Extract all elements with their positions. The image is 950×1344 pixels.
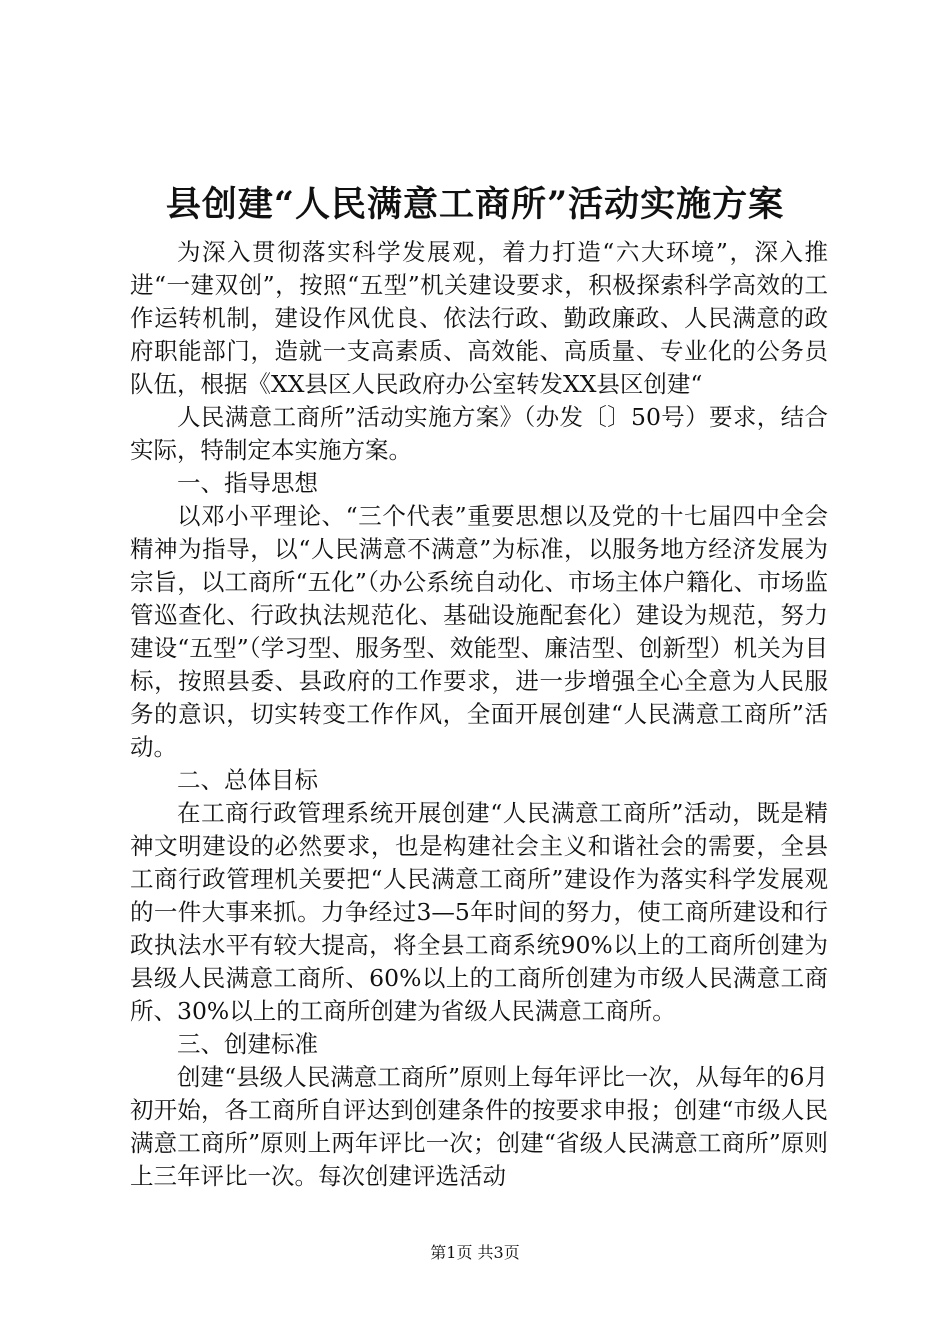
paragraph-intro: 为深入贯彻落实科学发展观，着力打造“六大环境”，深入推进“一建双创”，按照“五型”机关建设要求，积极探索科学高效的工作运转机制，建设作风优良、依法行政、勤政廉政、人民满意的政府职能部门，造就一支高素质、高效能、高质量、专业化的公务员队伍，根据《XX县区人民政府办公室转发XX县区创建“ bbox=[130, 238, 828, 398]
paragraph-guiding-ideology: 以邓小平理论、“三个代表”重要思想以及党的十七届四中全会精神为指导，以“人民满意不满意”为标准，以服务地方经济发展为宗旨，以工商所“五化”（办公系统自动化、市场主体户籍化、市场监管巡查化、行政执法规范化、基础设施配套化）建设为规范，努力建设“五型”（学习型、服务型、效能型、廉洁型、创新型）机关为目标，按照县委、县政府的工作要求，进一步增强全心全意为人民服务的意识，切实转变工作作风，全面开展创建“人民满意工商所”活动。 bbox=[130, 502, 828, 761]
section-heading-guiding-ideology: 一、指导思想 bbox=[177, 469, 318, 497]
page-footer: 第1页 共3页 bbox=[430, 1243, 520, 1262]
document-title: 县创建“人民满意工商所”活动实施方案 bbox=[165, 184, 785, 225]
document-body bbox=[130, 236, 828, 1193]
paragraph-criteria: 创建“县级人民满意工商所”原则上每年评比一次，从每年的6月初开始，各工商所自评达到创建条件的按要求申报；创建“市级人民满意工商所”原则上两年评比一次；创建“省级人民满意工商所”原则上三年评比一次。每次创建评选活动 bbox=[130, 1063, 828, 1190]
paragraph-overall-goal: 在工商行政管理系统开展创建“人民满意工商所”活动，既是精神文明建设的必然要求，也是构建社会主义和谐社会的需要，全县工商行政管理机关要把“人民满意工商所”建设作为落实科学发展观的一件大事来抓。力争经过3—5年时间的努力，使工商所建设和行政执法水平有较大提高，将全县工商系统90%以上的工商所创建为县级人民满意工商所、60%以上的工商所创建为市级人民满意工商所、30%以上的工商所创建为省级人民满意工商所。 bbox=[130, 799, 828, 1025]
section-heading-overall-goal: 二、总体目标 bbox=[177, 766, 318, 794]
section-heading-criteria: 三、创建标准 bbox=[177, 1030, 318, 1058]
paragraph-intro-continued: 人民满意工商所”活动实施方案》（办发〔〕50号）要求，结合实际，特制定本实施方案。 bbox=[130, 403, 828, 464]
